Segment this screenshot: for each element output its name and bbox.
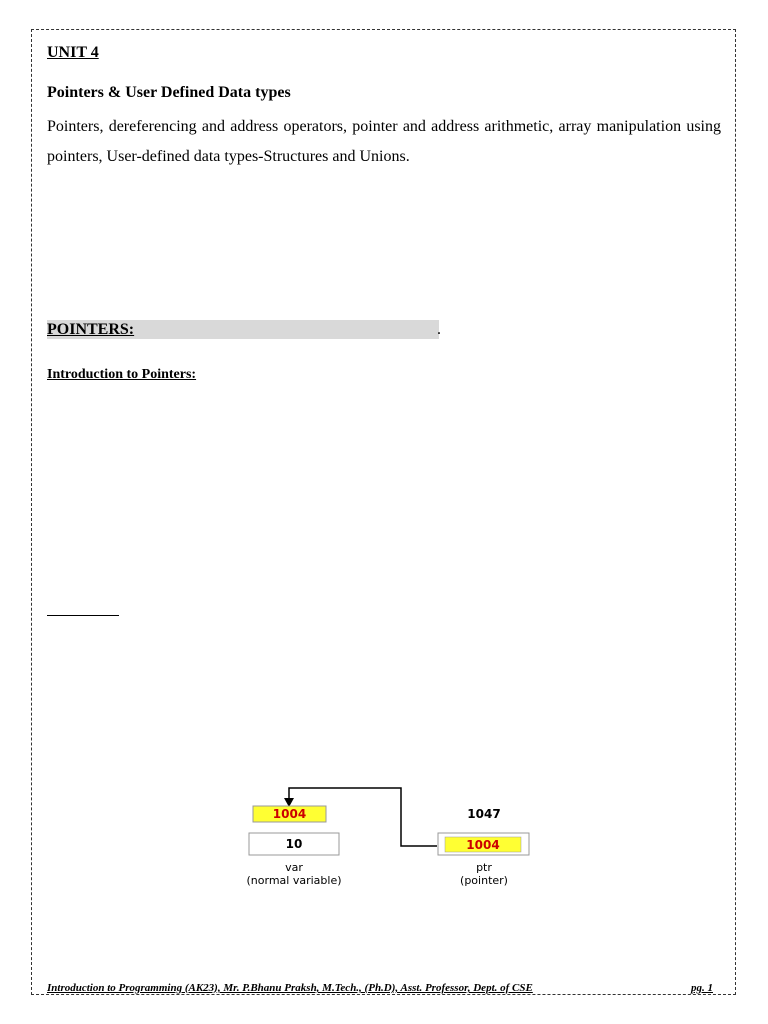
var-name: var: [285, 861, 303, 874]
ptr-value: 1004: [466, 838, 500, 852]
topic-title: Pointers & User Defined Data types: [47, 84, 291, 101]
ptr-name: ptr: [476, 861, 492, 874]
subsection-heading: Introduction to Pointers:: [47, 367, 197, 382]
var-address: 1004: [272, 807, 307, 821]
footer-page-number: pg. 1: [691, 982, 713, 994]
var-value: 10: [285, 837, 303, 851]
topic-description: Pointers, dereferencing and address operators, pointer and address arithmetic, array manipulation using pointers, User-defined data types-Structures and Unions.: [47, 118, 721, 165]
pointer-diagram: [220, 780, 560, 900]
section-heading: POINTERS:: [47, 321, 135, 338]
ptr-address: 1047: [467, 807, 501, 821]
var-caption: (normal variable): [246, 874, 342, 887]
ptr-caption: (pointer): [460, 874, 508, 887]
unit-heading: UNIT 4: [47, 44, 99, 61]
section-trailing-dot: .: [437, 321, 441, 338]
blank-underline: [47, 615, 119, 616]
footer-text: Introduction to Programming (AK23), Mr. P.Bhanu Praksh, M.Tech., (Ph.D), Asst. Professor, Dept. of CSE: [47, 982, 533, 994]
